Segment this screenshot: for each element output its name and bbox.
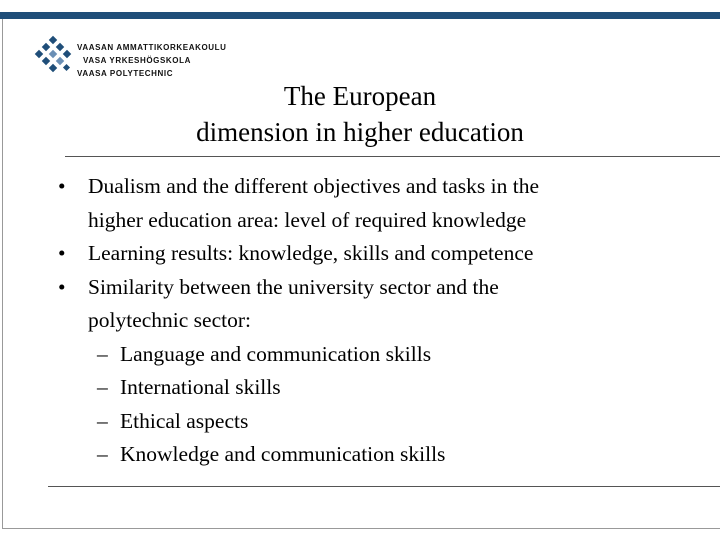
top-accent-bar [0, 12, 720, 19]
bullet-text: higher education area: level of required knowledge [88, 207, 527, 232]
bullet-marker: • [58, 174, 66, 198]
sub-bullet-text: Knowledge and communication skills [120, 442, 446, 466]
bullet-item [0, 271, 720, 338]
sub-bullet-text: Ethical aspects [120, 408, 249, 433]
dash-marker: – [97, 341, 108, 366]
bullet-text: Dualism and the different objectives and tasks in the [88, 174, 539, 198]
bullet-marker: • [58, 241, 66, 265]
slide-title [100, 78, 620, 150]
institution-name-sv: VASA YRKESHÖGSKOLA [83, 56, 191, 65]
sub-bullet-item [0, 438, 720, 472]
bullet-text: Learning results: knowledge, skills and competence [88, 241, 534, 265]
bullet-text: Similarity between the university sector and the [88, 274, 499, 299]
sub-bullet-text: Language and communication skills [120, 341, 432, 366]
bullet-list [0, 170, 720, 472]
dash-marker: – [97, 442, 108, 466]
sub-bullet-text: International skills [120, 375, 281, 399]
sub-bullet-item [0, 405, 720, 439]
dash-marker: – [97, 408, 108, 433]
institution-name-en: VAASA POLYTECHNIC [77, 69, 174, 78]
title-divider [65, 156, 720, 157]
sub-bullet-item [0, 338, 720, 372]
institution-name-fi: VAASAN AMMATTIKORKEAKOULU [77, 43, 227, 52]
bottom-border-rule [2, 528, 720, 529]
slide-title-line-2: dimension in higher education [196, 117, 524, 147]
slide-title-line-1: The European [283, 81, 437, 111]
sub-bullet-item [0, 371, 720, 405]
diamond-grid-icon [33, 35, 77, 79]
content-divider [48, 486, 720, 487]
bullet-item [0, 170, 720, 237]
institution-name [77, 41, 227, 80]
dash-marker: – [97, 375, 108, 399]
bullet-text: polytechnic sector: [88, 308, 251, 332]
bullet-marker: • [58, 274, 66, 299]
bullet-item [0, 237, 720, 271]
